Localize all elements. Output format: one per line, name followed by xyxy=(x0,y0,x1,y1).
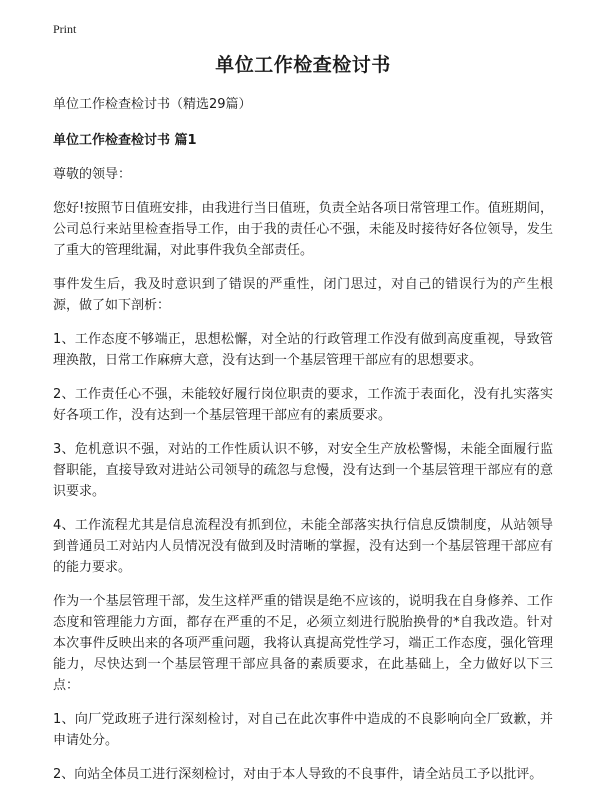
list-paragraph: 4、工作流程尤其是信息流程没有抓到位，未能全部落实执行信息反馈制度，从站领导到普通员工对站内人员情况没有做到及时清晰的掌握，没有达到一个基层管理干部应有的能力要求。 xyxy=(53,518,553,575)
print-link[interactable]: Print xyxy=(53,22,77,36)
document-page xyxy=(53,50,553,798)
section-heading: 单位工作检查检讨书 篇1 xyxy=(53,133,197,148)
list-paragraph: 1、向厂党政班子进行深刻检讨，对自己在此次事件中造成的不良影响向全厂致歉，并申请处分。 xyxy=(53,712,553,748)
list-paragraph: 2、工作责任心不强，未能较好履行岗位职责的要求，工作流于表面化，没有扎实落实好各项工作，没有达到一个基层管理干部应有的素质要求。 xyxy=(53,387,553,423)
salutation: 尊敬的领导： xyxy=(53,167,132,182)
paragraph: 事件发生后，我及时意识到了错误的严重性，闭门思过，对自己的错误行为的产生根源，做了如下剖析： xyxy=(53,277,553,313)
list-paragraph: 3、危机意识不强，对站的工作性质认识不够，对安全生产放松警惕，未能全面履行监督职能，直接导致对进站公司领导的疏忽与怠慢，没有达到一个基层管理干部应有的意识要求。 xyxy=(53,442,553,499)
list-paragraph: 2、向站全体员工进行深刻检讨，对由于本人导致的不良事件，请全站员工予以批评。 xyxy=(53,767,543,782)
paragraph: 作为一个基层管理干部，发生这样严重的错误是绝不应该的，说明我在自身修养、工作态度和管理能力方面，都存在严重的不足，必须立刻进行脱胎换骨的*自我改造。针对本次事件反映出来的各项严重问题，我将认真提高党性学习，端正工作态度，强化管理能力，尽快达到一个基层管理干部应具备的素质要求，在此基础上，全力做好以下三点： xyxy=(53,594,553,693)
document-title: 单位工作检查检讨书 xyxy=(215,54,391,76)
list-paragraph: 1、工作态度不够端正，思想松懈，对全站的行政管理工作没有做到高度重视，导致管理涣散，日常工作麻痹大意，没有达到一个基层管理干部应有的思想要求。 xyxy=(53,332,553,368)
paragraph: 您好!按照节日值班安排，由我进行当日值班，负责全站各项日常管理工作。值班期间，公司总行来站里检查指导工作，由于我的责任心不强，未能及时接待好各位领导，发生了重大的管理纰漏，对此事件我负全部责任。 xyxy=(53,201,553,258)
document-subtitle: 单位工作检查检讨书（精选29篇） xyxy=(53,97,252,112)
